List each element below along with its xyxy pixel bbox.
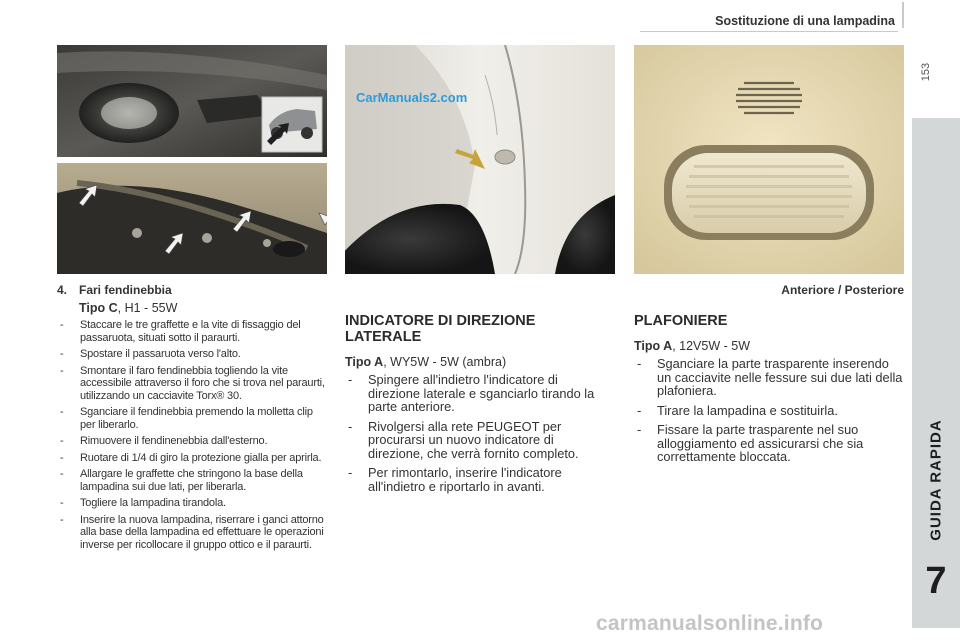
list-item: - Ruotare di 1/4 di giro la protezione gialla per aprirla. (57, 452, 327, 465)
list-item: - Rivolgersi alla rete PEUGEOT per procurarsi un nuovo indicatore di direzione, che verrà fornito completo. (345, 420, 610, 461)
ceiling-lights-type-value: , 12V5W - 5W (672, 339, 750, 353)
ceiling-lights-type (634, 339, 906, 353)
side-indicator-title: INDICATORE DI DIREZIONE LATERALE (345, 313, 536, 345)
watermark-top: CarManuals2.com (356, 90, 468, 105)
fog-lamps-number: 4. (57, 283, 68, 297)
fog-lamp-underside-photo (57, 163, 327, 274)
side-indicator-type-label: Tipo A (345, 355, 384, 369)
watermark-bottom: carmanualsonline.info (596, 612, 824, 635)
side-indicator-photo (345, 45, 615, 274)
fog-lamps-title-text: Fari fendinebbia (79, 283, 172, 297)
header-tick-divider (902, 2, 904, 28)
side-indicator-steps (345, 373, 610, 493)
page-header-title: Sostituzione di una lampadina (715, 14, 895, 28)
fog-lamps-type (79, 301, 327, 315)
ceiling-light-photo (634, 45, 904, 274)
chapter-number: 7 (925, 560, 947, 602)
list-item: - Staccare le tre graffette e la vite di fissaggio del passaruota, situati sotto il paraurti. (57, 319, 327, 344)
fog-lamps-steps (57, 319, 327, 551)
list-item: - Inserire la nuova lampadina, riserrare i ganci attorno alla base della lampadina ed effettuare le operazioni inverse per ricollocare il gruppo ottico e il paraurti. (57, 514, 327, 552)
side-indicator-type-value: , WY5W - 5W (ambra) (383, 355, 507, 369)
page-number: 153 (920, 62, 932, 82)
list-item: - Smontare il faro fendinebbia togliendo la vite accessibile attraverso il foro che si trova nel paraurti, utilizzando un cacciavite Torx® 30. (57, 365, 327, 403)
ceiling-lights-caption: Anteriore / Posteriore (781, 283, 904, 297)
list-item: - Fissare la parte trasparente nel suo alloggiamento ed assicurarsi che sia correttamente bloccata. (634, 423, 906, 464)
list-item: - Rimuovere il fendinenebbia dall'esterno. (57, 435, 327, 448)
fog-lamps-type-label: Tipo C (79, 301, 118, 315)
list-item: - Spingere all'indietro l'indicatore di direzione laterale e sganciarlo tirando la parte anteriore. (345, 373, 610, 414)
ceiling-lights-title: PLAFONIERE (634, 313, 728, 329)
ceiling-lights-section (634, 313, 906, 470)
side-indicator-type (345, 355, 610, 369)
ceiling-lights-type-label: Tipo A (634, 339, 673, 353)
list-item: - Tirare la lampadina e sostituirla. (634, 404, 906, 418)
header-divider (640, 31, 898, 32)
ceiling-lights-steps (634, 357, 906, 464)
list-item: - Per rimontarlo, inserire l'indicatore all'indietro e riportarlo in avanti. (345, 466, 610, 493)
list-item: - Spostare il passaruota verso l'alto. (57, 348, 327, 361)
list-item: - Sganciare la parte trasparente inserendo un cacciavite nelle fessure sui due lati della plafoniera. (634, 357, 906, 398)
fog-lamps-type-value: , H1 - 55W (117, 301, 178, 315)
fog-lamps-section (57, 283, 327, 555)
fog-lamps-title (57, 283, 327, 297)
chapter-tab-text: GUIDA RAPIDA (927, 419, 945, 541)
fog-lamp-photo (57, 45, 327, 157)
list-item: - Sganciare il fendinebbia premendo la molletta clip per liberarlo. (57, 406, 327, 431)
list-item: - Togliere la lampadina tirandola. (57, 497, 327, 510)
list-item: - Allargare le graffette che stringono la base della lampadina sui due lati, per liberarla. (57, 468, 327, 493)
chapter-tab-label (912, 380, 960, 580)
side-indicator-section (345, 313, 610, 499)
